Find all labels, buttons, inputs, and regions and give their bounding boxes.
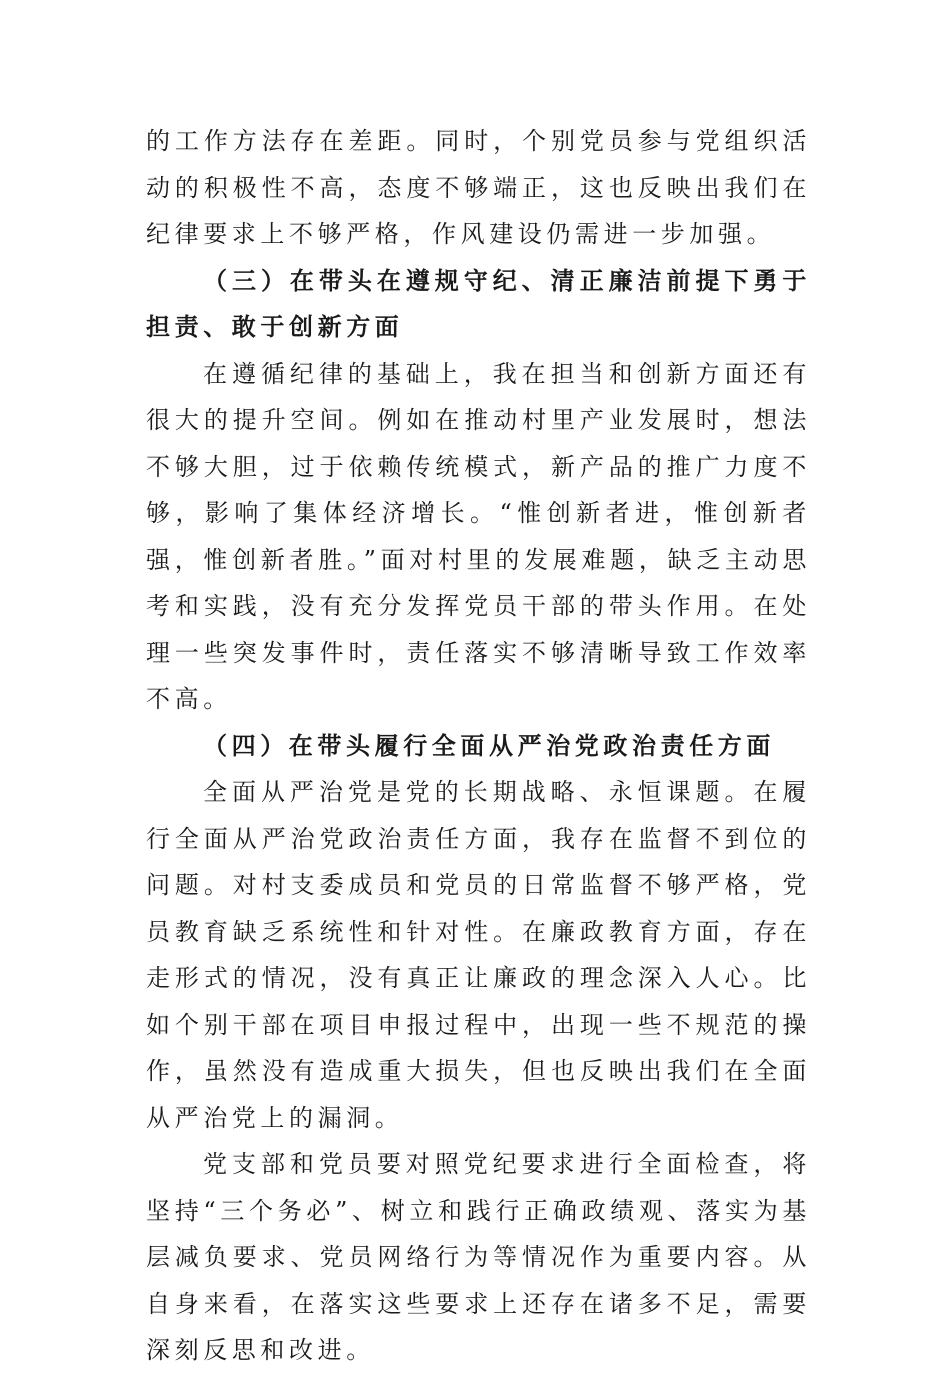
document-body (146, 118, 811, 1374)
paragraph: 全面从严治党是党的长期战略、永恒课题。在履行全面从严治党政治责任方面，我存在监督不到位的问题。对村支委成员和党员的日常监督不够严格，党员教育缺乏系统性和针对性。在廉政教育方面，存在走形式的情况，没有真正让廉政的理念深入人心。比如个别干部在项目申报过程中，出现一些不规范的操作，虽然没有造成重大损失，但也反映出我们在全面从严治党上的漏洞。 (146, 778, 811, 1132)
paragraph: 党支部和党员要对照党纪要求进行全面检查，将坚持“三个务必”、树立和践行正确政绩观、落实为基层减负要求、党员网络行为等情况作为重要内容。从自身来看，在落实这些要求上还存在诸多不足，需要深刻反思和改进。 (146, 1150, 811, 1364)
paragraph-continued: 的工作方法存在差距。同时，个别党员参与党组织活动的积极性不高，态度不够端正，这也反映出我们在纪律要求上不够严格，作风建设仍需进一步加强。 (146, 127, 811, 248)
section-heading-four: （四）在带头履行全面从严治党政治责任方面 (203, 730, 775, 760)
section-heading-three: （三）在带头在遵规守纪、清正廉洁前提下勇于担责、敢于创新方面 (146, 265, 811, 341)
paragraph: 在遵循纪律的基础上，我在担当和创新方面还有很大的提升空间。例如在推动村里产业发展时，想法不够大胆，过于依赖传统模式，新产品的推广力度不够，影响了集体经济增长。“惟创新者进，惟创新者强，惟创新者胜。”面对村里的发展难题，缺乏主动思考和实践，没有充分发挥党员干部的带头作用。在处理一些突发事件时，责任落实不够清晰导致工作效率不高。 (146, 359, 811, 713)
